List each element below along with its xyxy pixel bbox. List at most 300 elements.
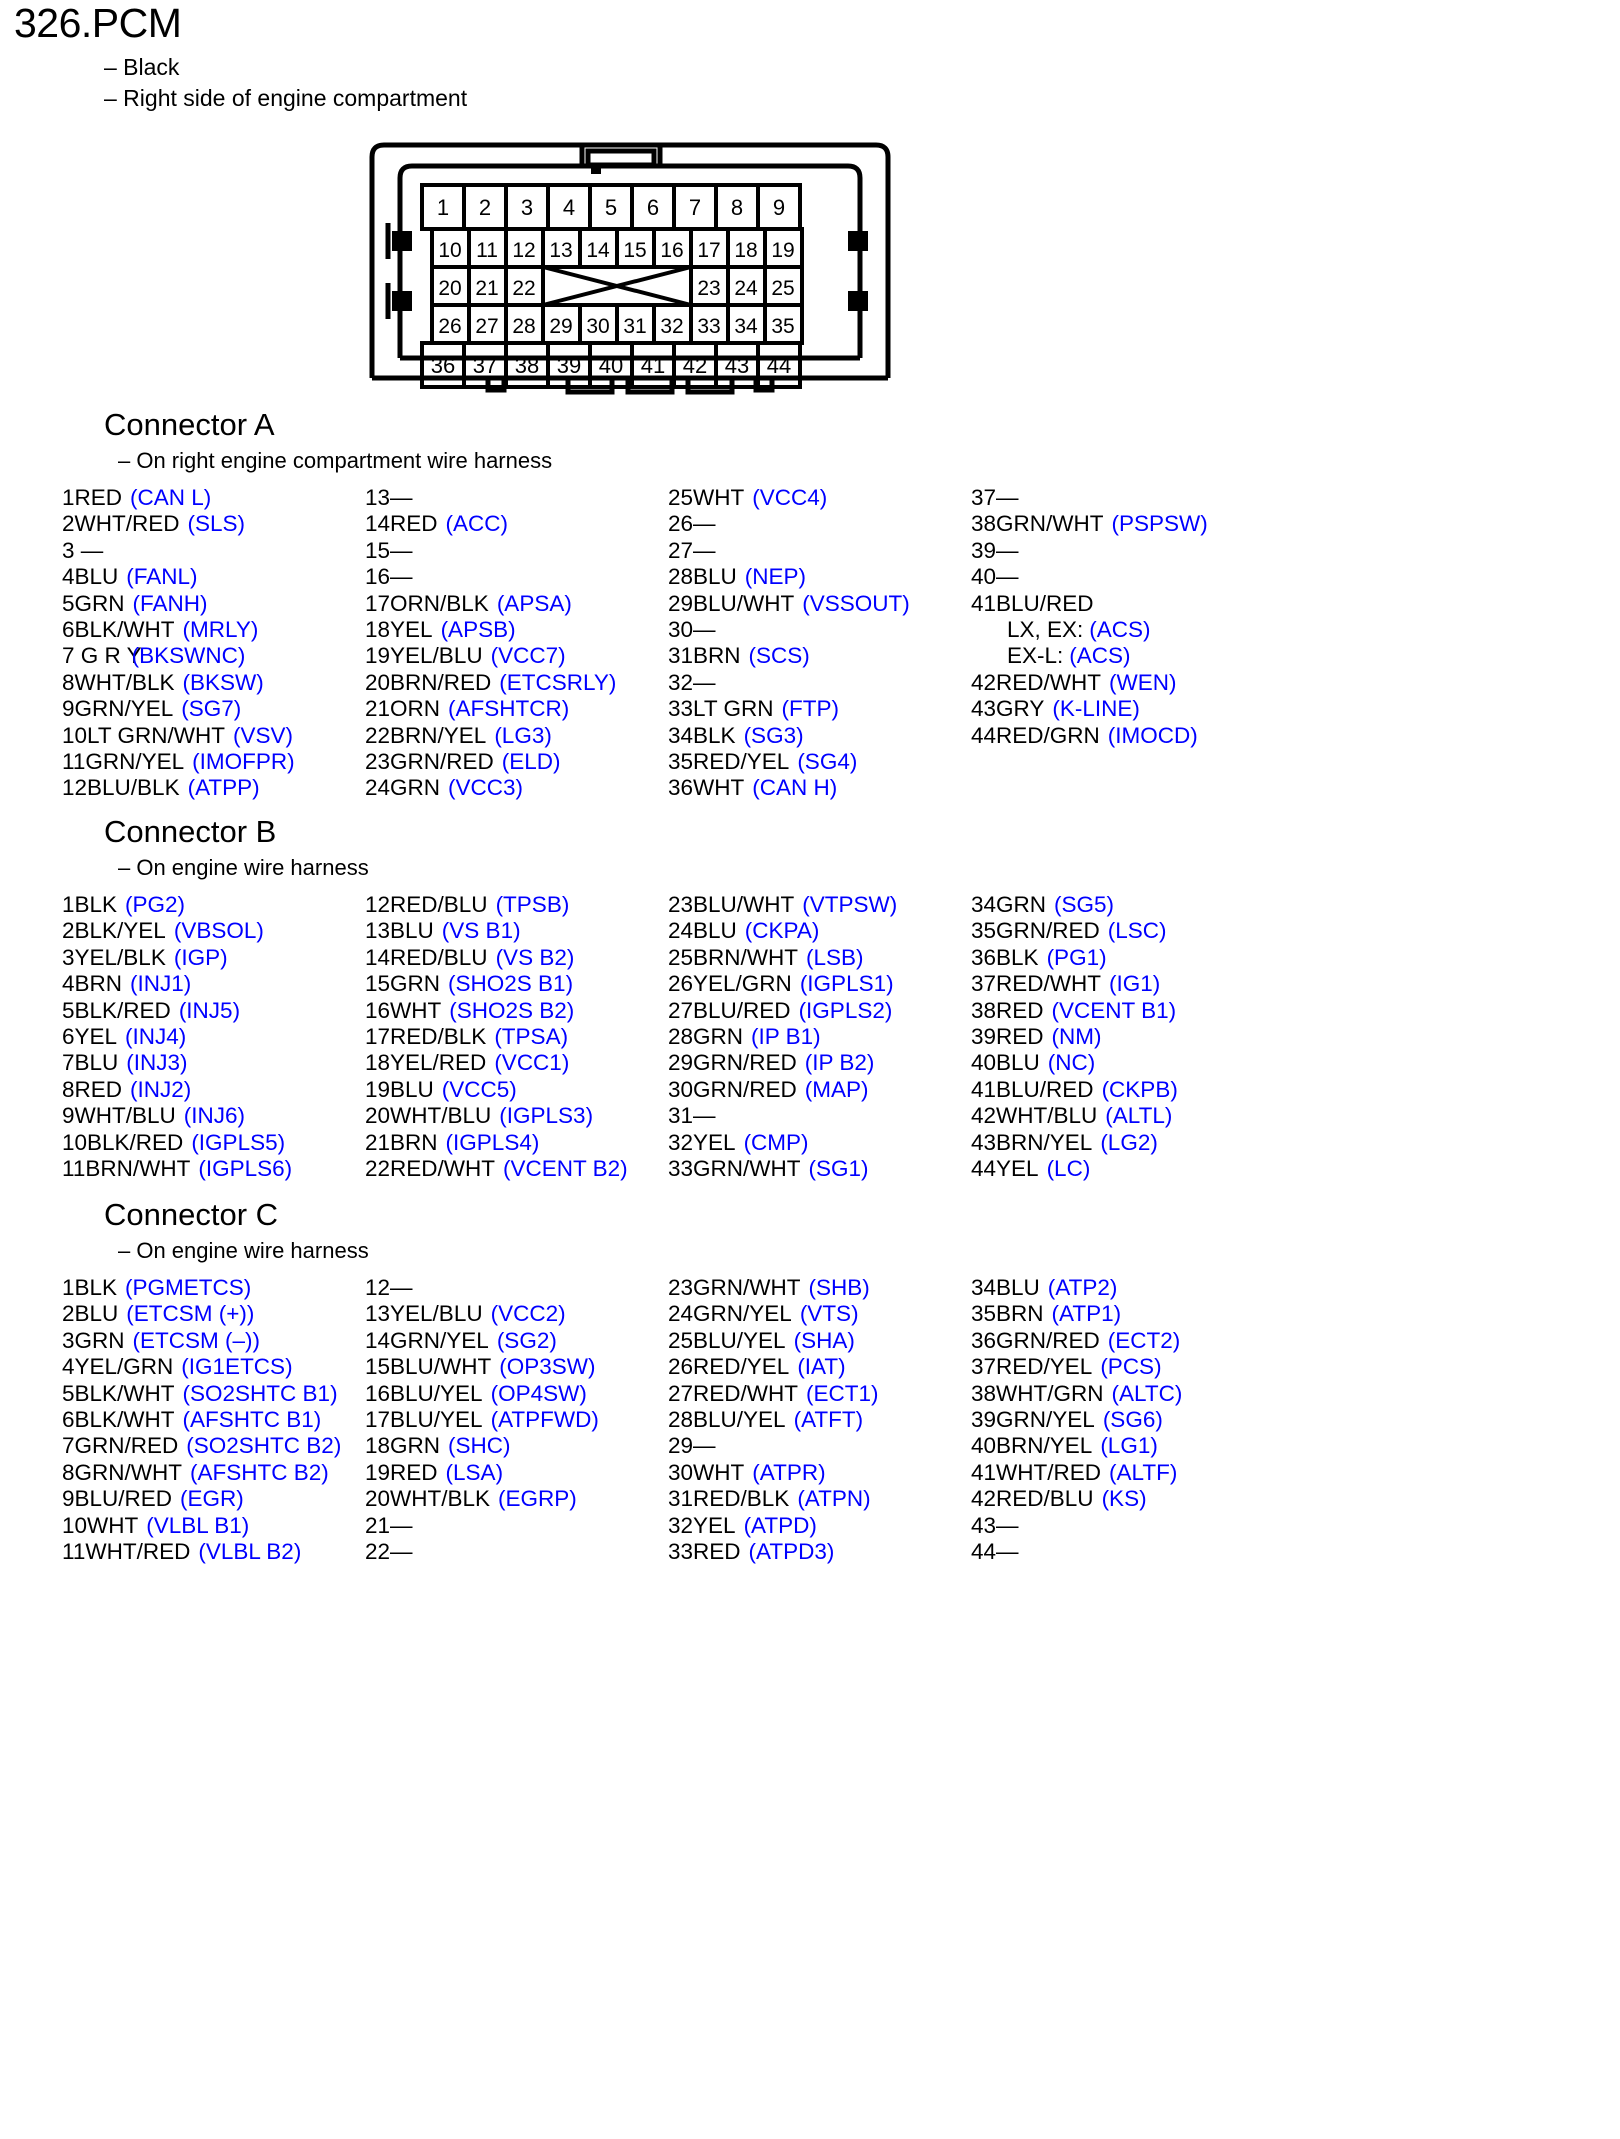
pin-entry [62, 971, 365, 997]
pin-entry [62, 1077, 365, 1103]
pin-entry [971, 1130, 1301, 1156]
pin-label: 30— [668, 617, 716, 643]
svg-text:31: 31 [623, 315, 647, 338]
pin-function: (IGPLS3) [499, 1103, 594, 1129]
pin-label: 11WHT/RED [62, 1539, 191, 1565]
pin-label: 3GRN [62, 1327, 125, 1353]
pin-label: 11GRN/YEL [62, 749, 185, 775]
pin-entry [668, 1130, 971, 1156]
pin-label: 32— [668, 669, 716, 695]
pin-label: 19BLU [365, 1076, 434, 1102]
pin-entry [62, 1433, 365, 1459]
pin-entry [668, 1301, 971, 1327]
pin-entry [668, 511, 971, 537]
pin-function: (ATPD) [743, 1512, 817, 1538]
connector-section-c [0, 1195, 1620, 1565]
pin-entry [971, 591, 1301, 617]
pin-function: (ATPD3) [748, 1539, 835, 1565]
pin-label: 40BLU [971, 1050, 1040, 1076]
pin-entry [62, 1050, 365, 1076]
pin-label: 22— [365, 1539, 413, 1565]
pin-entry [971, 538, 1301, 564]
connector-a-heading: Connector A [104, 407, 275, 442]
connector-pinout-diagram [360, 133, 900, 396]
pin-function: (LSA) [445, 1459, 504, 1485]
pin-label: 13— [365, 485, 413, 510]
pin-entry [62, 1486, 365, 1512]
pin-entry [365, 971, 668, 997]
pin-function: (VSSOUT) [802, 590, 910, 616]
pin-label: 2WHT/RED [62, 511, 180, 537]
pin-entry [668, 1275, 971, 1301]
pin-function: (SG7) [181, 696, 242, 722]
pin-label: 6BLK/WHT [62, 617, 175, 643]
pin-label: 38WHT/GRN [971, 1380, 1104, 1406]
pin-label: 36BLK [971, 944, 1039, 970]
pin-function: (ALTL) [1105, 1103, 1173, 1129]
pin-label: 20WHT/BLU [365, 1103, 492, 1129]
pin-entry [365, 1130, 668, 1156]
pin-label: 17ORN/BLK [365, 590, 489, 616]
pin-label: 38RED [971, 997, 1044, 1023]
pin-entry [62, 643, 365, 669]
pin-label: 21ORN [365, 696, 441, 722]
pin-entry [62, 1103, 365, 1129]
pin-label: 30GRN/RED [668, 1076, 797, 1102]
pin-entry [668, 670, 971, 696]
pin-entry [668, 485, 971, 511]
pin-function: (ALTF) [1109, 1459, 1178, 1485]
pin-entry [365, 643, 668, 669]
pin-entry [668, 564, 971, 590]
pin-function: (VS B2) [495, 944, 575, 970]
svg-text:9: 9 [772, 195, 786, 220]
pin-entry [62, 918, 365, 944]
pin-label: 36WHT [668, 775, 745, 801]
pin-entry [668, 1024, 971, 1050]
pin-function: (SLS) [187, 511, 246, 537]
pin-sub-function: (ACS) [1089, 617, 1151, 643]
pin-label: 8RED [62, 1076, 123, 1102]
pin-label: 20BRN/RED [365, 669, 492, 695]
pin-entry [365, 1024, 668, 1050]
pin-entry [365, 1301, 668, 1327]
pin-function: (SG1) [808, 1156, 869, 1182]
pin-function: (SHC) [448, 1433, 511, 1459]
pin-function: (IMOFPR) [192, 749, 295, 775]
pin-entry [62, 1381, 365, 1407]
pin-function: (EGR) [180, 1486, 244, 1512]
pin-function: (SG5) [1054, 892, 1115, 917]
pin-function: (LSC) [1107, 918, 1167, 944]
pin-entry [971, 918, 1301, 944]
pin-entry [365, 1156, 668, 1182]
pin-label: 41BLU/RED [971, 1076, 1094, 1102]
pin-entry [668, 1103, 971, 1129]
pin-entry [365, 538, 668, 564]
pin-function: (SHO2S B1) [448, 971, 574, 997]
pin-entry [971, 1156, 1301, 1182]
pin-function: (VTS) [799, 1301, 859, 1327]
connector-a-pin-columns [0, 485, 1620, 802]
pin-function: (FTP) [781, 696, 839, 722]
pin-function: (INJ1) [130, 971, 192, 997]
pin-label: 33LT GRN [668, 696, 774, 722]
pin-entry [62, 617, 365, 643]
pin-function: (ECT1) [806, 1380, 879, 1406]
pin-label: 32YEL [668, 1129, 736, 1155]
pin-function: (CMP) [743, 1129, 809, 1155]
pin-function: (VCENT B2) [503, 1156, 628, 1182]
pin-function: (PCS) [1100, 1354, 1162, 1380]
pin-function: (LG2) [1100, 1129, 1158, 1155]
pin-label: 5GRN [62, 590, 125, 616]
pin-entry [971, 1354, 1301, 1380]
connector-a-location: – On right engine compartment wire harness [118, 448, 553, 473]
svg-text:42: 42 [682, 353, 708, 378]
pin-entry [971, 564, 1301, 590]
svg-text:30: 30 [586, 315, 610, 338]
pin-label: 36GRN/RED [971, 1327, 1100, 1353]
header-note-color: – Black [104, 54, 180, 80]
pin-function: (IP B2) [804, 1050, 875, 1076]
pin-entry [971, 1275, 1301, 1301]
svg-text:15: 15 [623, 239, 647, 262]
pin-entry [668, 945, 971, 971]
pin-label: 37— [971, 485, 1019, 510]
pin-entry [365, 723, 668, 749]
pin-label: 10LT GRN/WHT [62, 722, 225, 748]
pin-label: 39GRN/YEL [971, 1407, 1095, 1433]
connector-b-location: – On engine wire harness [118, 855, 369, 880]
pin-entry [668, 1460, 971, 1486]
pin-function: (VLBL B1) [146, 1512, 250, 1538]
pin-label: 23GRN/RED [365, 749, 494, 775]
pin-label: 28BLU/YEL [668, 1407, 786, 1433]
pin-function: (BKSWNC) [131, 643, 246, 669]
pin-label: 35RED/YEL [668, 749, 790, 775]
pin-function: (IGPLS2) [798, 997, 893, 1023]
pin-column [668, 892, 971, 1182]
pin-function: (SG4) [797, 749, 858, 775]
pin-entry [365, 918, 668, 944]
pin-function: (SHA) [793, 1327, 855, 1353]
pin-label: 39RED [971, 1024, 1044, 1050]
pin-entry [365, 617, 668, 643]
pin-label: 4YEL/GRN [62, 1354, 174, 1380]
pin-label: 37RED/YEL [971, 1354, 1093, 1380]
pin-function: (TPSB) [495, 892, 570, 917]
connector-section-a [0, 405, 1620, 802]
pin-label: 13BLU [365, 918, 434, 944]
pin-label: 43BRN/YEL [971, 1129, 1093, 1155]
pin-entry [971, 696, 1301, 722]
pin-label: 12— [365, 1275, 413, 1300]
pin-function: (IG1ETCS) [181, 1354, 293, 1380]
pin-function: (SO2SHTC B2) [186, 1433, 342, 1459]
pin-label: 12BLU/BLK [62, 775, 180, 801]
pin-function: (FANL) [126, 564, 198, 590]
pin-function: (APSA) [496, 590, 572, 616]
pin-entry [668, 538, 971, 564]
pin-function: (SG6) [1102, 1407, 1163, 1433]
pin-function: (ALTC) [1111, 1380, 1183, 1406]
pin-label: 26YEL/GRN [668, 971, 792, 997]
svg-text:23: 23 [697, 277, 721, 300]
pin-function: (CAN H) [752, 775, 838, 801]
svg-text:41: 41 [640, 353, 666, 378]
pin-label: 5BLK/RED [62, 997, 171, 1023]
pin-label: 34BLU [971, 1275, 1040, 1300]
pin-function: (ETCSM (–)) [132, 1327, 261, 1353]
svg-text:33: 33 [697, 315, 721, 338]
pin-function: (MAP) [804, 1076, 869, 1102]
pin-function: (ACC) [445, 511, 509, 537]
pin-entry [365, 945, 668, 971]
pin-entry [971, 1328, 1301, 1354]
pin-entry [365, 1328, 668, 1354]
pin-entry [62, 1407, 365, 1433]
pin-function: (IGPLS5) [191, 1129, 286, 1155]
pin-entry [971, 1077, 1301, 1103]
svg-text:43: 43 [724, 353, 750, 378]
pin-function: (INJ3) [126, 1050, 188, 1076]
pin-label: 40— [971, 564, 1019, 590]
pin-label: 35GRN/RED [971, 918, 1100, 944]
pin-entry [668, 998, 971, 1024]
pin-entry [668, 1077, 971, 1103]
pin-entry [971, 1103, 1301, 1129]
svg-text:20: 20 [438, 277, 462, 300]
pin-function: (IG1) [1109, 971, 1161, 997]
pin-label: 38GRN/WHT [971, 511, 1104, 537]
pin-label: 16— [365, 564, 413, 590]
pin-entry [62, 1539, 365, 1565]
pin-label: 33RED [668, 1539, 741, 1565]
pin-label: 25BRN/WHT [668, 944, 799, 970]
svg-text:19: 19 [771, 239, 795, 262]
pin-label: 16WHT [365, 997, 442, 1023]
pin-entry [62, 511, 365, 537]
pin-entry [365, 1050, 668, 1076]
pin-entry [668, 1486, 971, 1512]
pin-label: 42RED/WHT [971, 669, 1102, 695]
pin-entry [365, 670, 668, 696]
pin-entry [668, 1513, 971, 1539]
pin-label: 27RED/WHT [668, 1380, 799, 1406]
pin-entry [971, 945, 1301, 971]
pin-label: 44YEL [971, 1156, 1039, 1182]
pin-label: 19YEL/BLU [365, 643, 483, 669]
svg-text:11: 11 [476, 239, 498, 262]
pin-label: 20WHT/BLK [365, 1486, 491, 1512]
pin-function: (BKSW) [182, 669, 264, 695]
pin-function: (CKPA) [744, 918, 820, 944]
pin-entry [365, 1433, 668, 1459]
pin-function: (LC) [1046, 1156, 1091, 1182]
pin-function: (IGPLS4) [445, 1129, 540, 1155]
pin-function: (VBSOL) [173, 918, 264, 944]
connector-c-heading: Connector C [104, 1197, 279, 1232]
pin-entry [62, 892, 365, 918]
pin-label: 43GRY [971, 696, 1045, 722]
pin-label: 13YEL/BLU [365, 1301, 483, 1327]
svg-text:2: 2 [478, 195, 492, 220]
pin-function: (OP3SW) [499, 1354, 596, 1380]
pin-entry [62, 564, 365, 590]
pin-entry [668, 1381, 971, 1407]
pin-function: (VCC3) [448, 775, 524, 801]
pin-entry [365, 1460, 668, 1486]
pin-function: (IP B1) [751, 1024, 821, 1050]
pin-function: (INJ5) [178, 997, 241, 1023]
svg-text:4: 4 [562, 195, 576, 220]
pin-label: 42WHT/BLU [971, 1103, 1098, 1129]
pin-label: 1RED [62, 485, 123, 510]
pin-function: (PGMETCS) [125, 1275, 252, 1300]
svg-text:27: 27 [475, 315, 499, 338]
pin-label: 31— [668, 1103, 716, 1129]
pin-label: 7GRN/RED [62, 1433, 179, 1459]
pin-function: (K-LINE) [1052, 696, 1140, 722]
pin-sub-entry [971, 643, 1301, 669]
svg-text:16: 16 [660, 239, 684, 262]
pin-label: 41BLU/RED [971, 590, 1094, 616]
pin-function: (SG2) [496, 1327, 557, 1353]
pin-function: (AFSHTC B1) [182, 1407, 322, 1433]
pin-label: 10WHT [62, 1512, 139, 1538]
svg-text:37: 37 [472, 353, 498, 378]
pin-label: 33GRN/WHT [668, 1156, 801, 1182]
pin-function: (ATFT) [793, 1407, 864, 1433]
svg-text:5: 5 [604, 195, 618, 220]
pin-function: (INJ4) [125, 1024, 187, 1050]
pin-function: (VCC7) [490, 643, 566, 669]
pin-label: 11BRN/WHT [62, 1156, 191, 1182]
pin-function: (FANH) [132, 590, 208, 616]
svg-text:44: 44 [766, 353, 792, 378]
pin-function: (WEN) [1109, 669, 1177, 695]
pin-label: 17RED/BLK [365, 1024, 487, 1050]
pin-entry [668, 1407, 971, 1433]
pin-label: 29— [668, 1433, 716, 1459]
svg-text:3: 3 [520, 195, 534, 220]
pin-entry [365, 511, 668, 537]
pin-label: 7 G R Y [62, 643, 142, 669]
pin-label: 3 — [62, 537, 104, 563]
pin-entry [62, 775, 365, 801]
pin-function: (SO2SHTC B1) [182, 1380, 338, 1406]
pin-entry [365, 1103, 668, 1129]
pin-entry [62, 945, 365, 971]
pin-label: 28GRN [668, 1024, 744, 1050]
pin-function: (INJ6) [183, 1103, 246, 1129]
svg-text:39: 39 [556, 353, 582, 378]
pin-label: 8WHT/BLK [62, 669, 175, 695]
pin-function: (SCS) [748, 643, 810, 669]
pin-sub-function: (ACS) [1069, 643, 1131, 669]
svg-text:1: 1 [436, 195, 450, 220]
pin-entry [62, 1301, 365, 1327]
pin-label: 43— [971, 1512, 1019, 1538]
pin-function: (IMOCD) [1107, 722, 1198, 748]
pin-function: (VLBL B2) [198, 1539, 302, 1565]
pin-function: (AFSHTCR) [448, 696, 570, 722]
pin-entry [62, 1513, 365, 1539]
pin-function: (NC) [1047, 1050, 1096, 1076]
pin-function: (ETCSRLY) [499, 669, 617, 695]
pin-function: (VCC2) [490, 1301, 566, 1327]
svg-text:40: 40 [598, 353, 624, 378]
pin-entry [971, 670, 1301, 696]
pin-entry [668, 617, 971, 643]
pin-function: (NM) [1051, 1024, 1102, 1050]
pin-function: (VCC1) [494, 1050, 570, 1076]
pin-function: (LG1) [1100, 1433, 1158, 1459]
pin-label: 27BLU/RED [668, 997, 791, 1023]
pin-label: 24GRN [365, 775, 441, 801]
connector-c-location: – On engine wire harness [118, 1238, 369, 1263]
pin-label: 1BLK [62, 892, 118, 917]
pin-label: 21— [365, 1512, 413, 1538]
pin-label: 4BRN [62, 971, 123, 997]
connector-section-b [0, 812, 1620, 1182]
pin-label: 34GRN [971, 892, 1047, 917]
page-title: 326.PCM [14, 0, 182, 46]
pin-entry [971, 1513, 1301, 1539]
pin-function: (OP4SW) [490, 1380, 587, 1406]
svg-text:24: 24 [734, 277, 758, 300]
pin-entry [668, 892, 971, 918]
pin-entry [971, 1301, 1301, 1327]
pin-label: 17BLU/YEL [365, 1407, 483, 1433]
pin-label: 22BRN/YEL [365, 722, 487, 748]
svg-text:12: 12 [512, 239, 536, 262]
pin-function: (VSV) [232, 722, 293, 748]
svg-text:14: 14 [586, 239, 610, 262]
pin-function: (ATP2) [1047, 1275, 1118, 1300]
pin-label: 9WHT/BLU [62, 1103, 176, 1129]
pin-entry [971, 1381, 1301, 1407]
pin-entry [668, 723, 971, 749]
pin-label: 37RED/WHT [971, 971, 1102, 997]
pin-label: 15BLU/WHT [365, 1354, 492, 1380]
pin-column [668, 485, 971, 802]
svg-text:38: 38 [514, 353, 540, 378]
svg-text:32: 32 [660, 315, 684, 338]
pin-function: (PG2) [125, 892, 186, 917]
pin-function: (SHO2S B2) [449, 997, 575, 1023]
pin-label: 44— [971, 1539, 1019, 1565]
pin-entry [62, 749, 365, 775]
pin-label: 15— [365, 537, 413, 563]
svg-text:25: 25 [771, 277, 795, 300]
svg-text:18: 18 [734, 239, 758, 262]
pin-label: 41WHT/RED [971, 1459, 1102, 1485]
pin-label: 14RED [365, 511, 438, 537]
pin-function: (IGPLS1) [799, 971, 894, 997]
pin-entry [668, 696, 971, 722]
pin-function: (CKPB) [1101, 1076, 1178, 1102]
pin-label: 23BLU/WHT [668, 892, 795, 917]
pin-entry [668, 1328, 971, 1354]
pin-label: 15GRN [365, 971, 441, 997]
pin-entry [62, 485, 365, 511]
pin-entry [365, 485, 668, 511]
pin-entry [62, 670, 365, 696]
pin-label: 6YEL [62, 1024, 118, 1050]
pin-function: (LG3) [494, 722, 552, 748]
